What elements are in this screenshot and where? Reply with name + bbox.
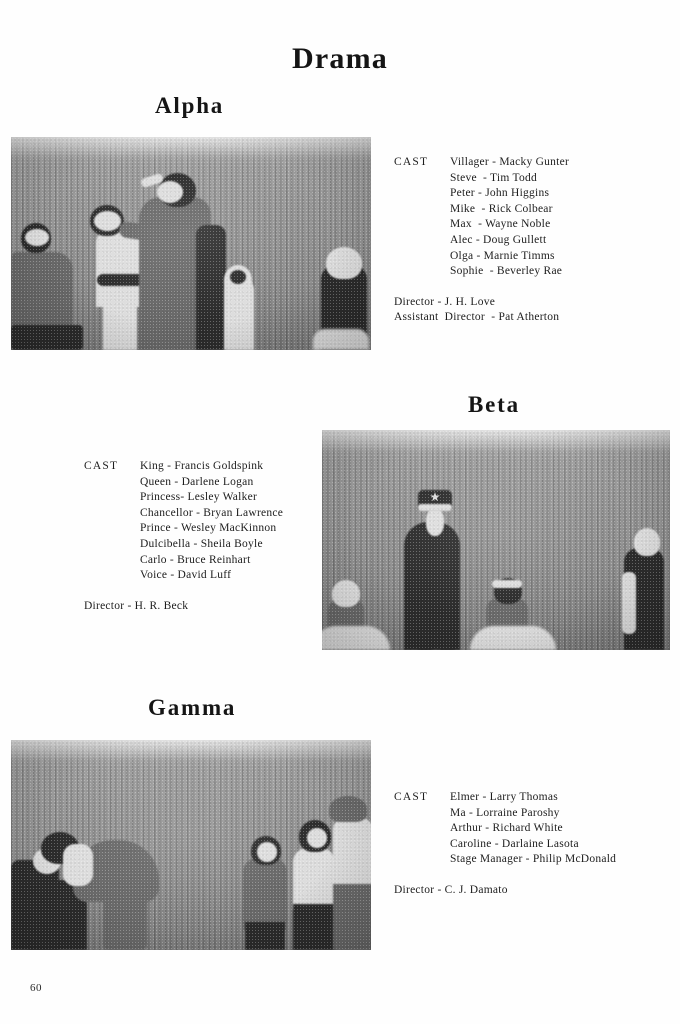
cast-entry: Queen - Darlene Logan: [140, 475, 254, 488]
page-title: Drama: [292, 42, 388, 75]
alpha-play-photograph: [11, 137, 371, 350]
cast-entry: Carlo - Bruce Reinhart: [140, 553, 251, 566]
cast-block-gamma: [394, 790, 664, 899]
gamma-play-photograph: [11, 740, 371, 950]
cast-entry: Villager - Macky Gunter: [450, 156, 570, 168]
cast-entry: Mike - Rick Colbear: [450, 202, 553, 215]
photo-vignette: [11, 137, 371, 350]
cast-list-beta: [140, 459, 364, 584]
cast-entry: Elmer - Larry Thomas: [450, 791, 558, 803]
photo-vignette: [322, 430, 670, 650]
beta-play-photograph: [322, 430, 670, 650]
cast-entry: Ma - Lorraine Paroshy: [450, 806, 560, 819]
cast-entry: Olga - Marnie Timms: [450, 249, 555, 262]
cast-block-beta: [84, 459, 364, 614]
cast-entry: Chancellor - Bryan Lawrence: [140, 506, 284, 519]
cast-row: [394, 790, 664, 868]
cast-entry: Peter - John Higgins: [450, 187, 550, 200]
cast-row: [84, 459, 364, 584]
credits-beta: [84, 599, 364, 615]
director-credit: Director - C. J. Damato: [394, 883, 508, 896]
cast-entry: Sophie - Beverley Rae: [450, 265, 563, 278]
cast-entry: Caroline - Darlaine Lasota: [450, 837, 579, 850]
cast-entry: Voice - David Luff: [140, 569, 232, 582]
credits-alpha: [394, 295, 654, 326]
cast-label: CAST: [394, 791, 429, 803]
photo-vignette: [11, 740, 371, 950]
cast-label: CAST: [84, 460, 119, 472]
cast-row: [394, 155, 654, 280]
cast-label: CAST: [394, 156, 429, 168]
cast-entry: Arthur - Richard White: [450, 822, 563, 835]
page-number: 60: [30, 982, 42, 994]
cast-entry: Steve - Tim Todd: [450, 171, 537, 184]
cast-entry: Alec - Doug Gullett: [450, 233, 547, 246]
cast-entry: Princess- Lesley Walker: [140, 491, 258, 504]
cast-list-alpha: [450, 155, 654, 280]
cast-entry: King - Francis Goldspink: [140, 460, 264, 472]
assistant-director-credit: Assistant Director - Pat Atherton: [394, 311, 560, 324]
section-title-gamma: Gamma: [148, 695, 237, 720]
cast-entry: Stage Manager - Philip McDonald: [450, 853, 617, 866]
cast-list-gamma: [450, 790, 664, 868]
cast-entry: Max - Wayne Noble: [450, 218, 551, 231]
section-title-alpha: Alpha: [155, 93, 225, 118]
cast-entry: Prince - Wesley MacKinnon: [140, 522, 277, 535]
cast-block-alpha: [394, 155, 654, 326]
section-title-beta: Beta: [468, 392, 520, 417]
director-credit: Director - H. R. Beck: [84, 599, 189, 612]
credits-gamma: [394, 883, 664, 899]
cast-entry: Dulcibella - Sheila Boyle: [140, 537, 263, 550]
director-credit: Director - J. H. Love: [394, 295, 496, 308]
